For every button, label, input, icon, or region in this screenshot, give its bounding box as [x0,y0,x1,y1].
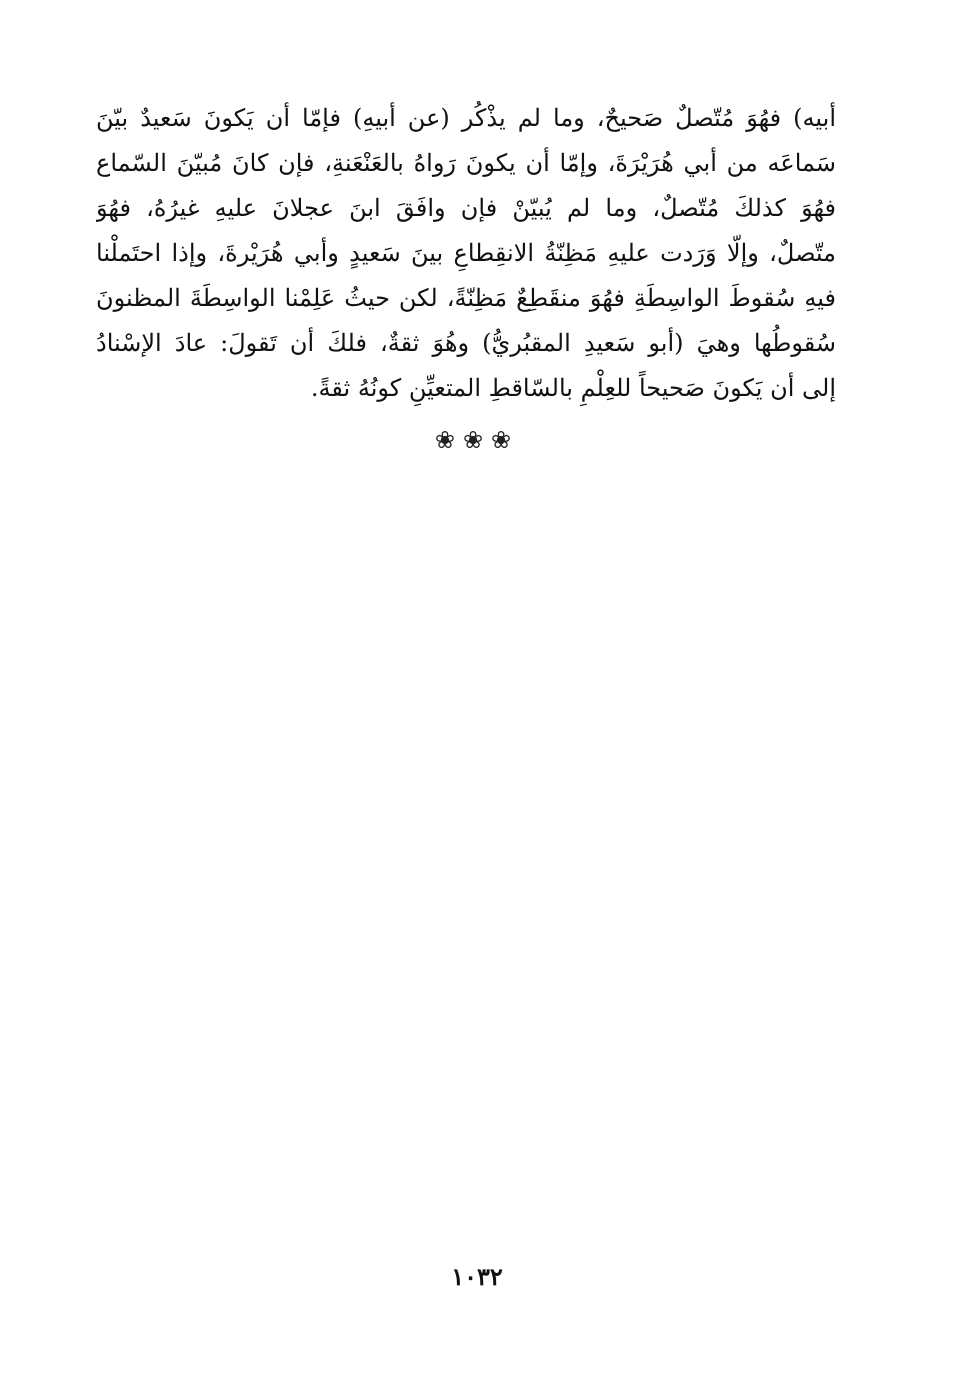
page-number: ١٠٣٢ [451,1262,503,1291]
text-line: متّصلٌ، وإلّا وَرَدت عليهِ مَظِنّةُ الانقِطاعِ بينَ سَعيدٍ وأبي هُرَيْرةَ، وإذا احتَملْنا [96,239,836,267]
body-text [96,96,836,411]
text-line: إلى أن يَكونَ صَحيحاً للعِلْمِ بالسّاقطِ المتعيِّنِ كونُهُ ثقةً. [310,374,836,402]
text-line: فيهِ سُقوطَ الواسِطَةِ فهُوَ منقَطِعٌ مَظِنّةً، لكن حيثُ عَلِمْنا الواسِطَةَ المظنونَ [96,284,836,312]
text-line: سَماعَه من أبي هُرَيْرَةَ، وإمّا أن يكونَ رَواهُ بالعَنْعَنةِ، فإن كانَ مُبيّنَ السّماع [96,149,836,177]
text-line: أبيه) فهُوَ مُتّصلٌ صَحيحٌ، وما لم يذْكُر (عن أبيهِ) فإمّا أن يَكونَ سَعيدٌ بيّنَ [96,104,836,132]
section-divider-ornaments: ❀❀❀ [434,426,520,454]
text-line: سُقوطُها وهيَ (أبو سَعيدِ المقبُريُّ) وهُوَ ثقةٌ، فلكَ أن تَقولَ: عادَ الإسْنادُ [96,329,836,357]
text-line: فهُوَ كذلكَ مُتّصلٌ، وما لم يُبيّنْ فإن وافَقَ ابنَ عجلانَ عليهِ غيرُهُ، فهُوَ [96,194,836,222]
